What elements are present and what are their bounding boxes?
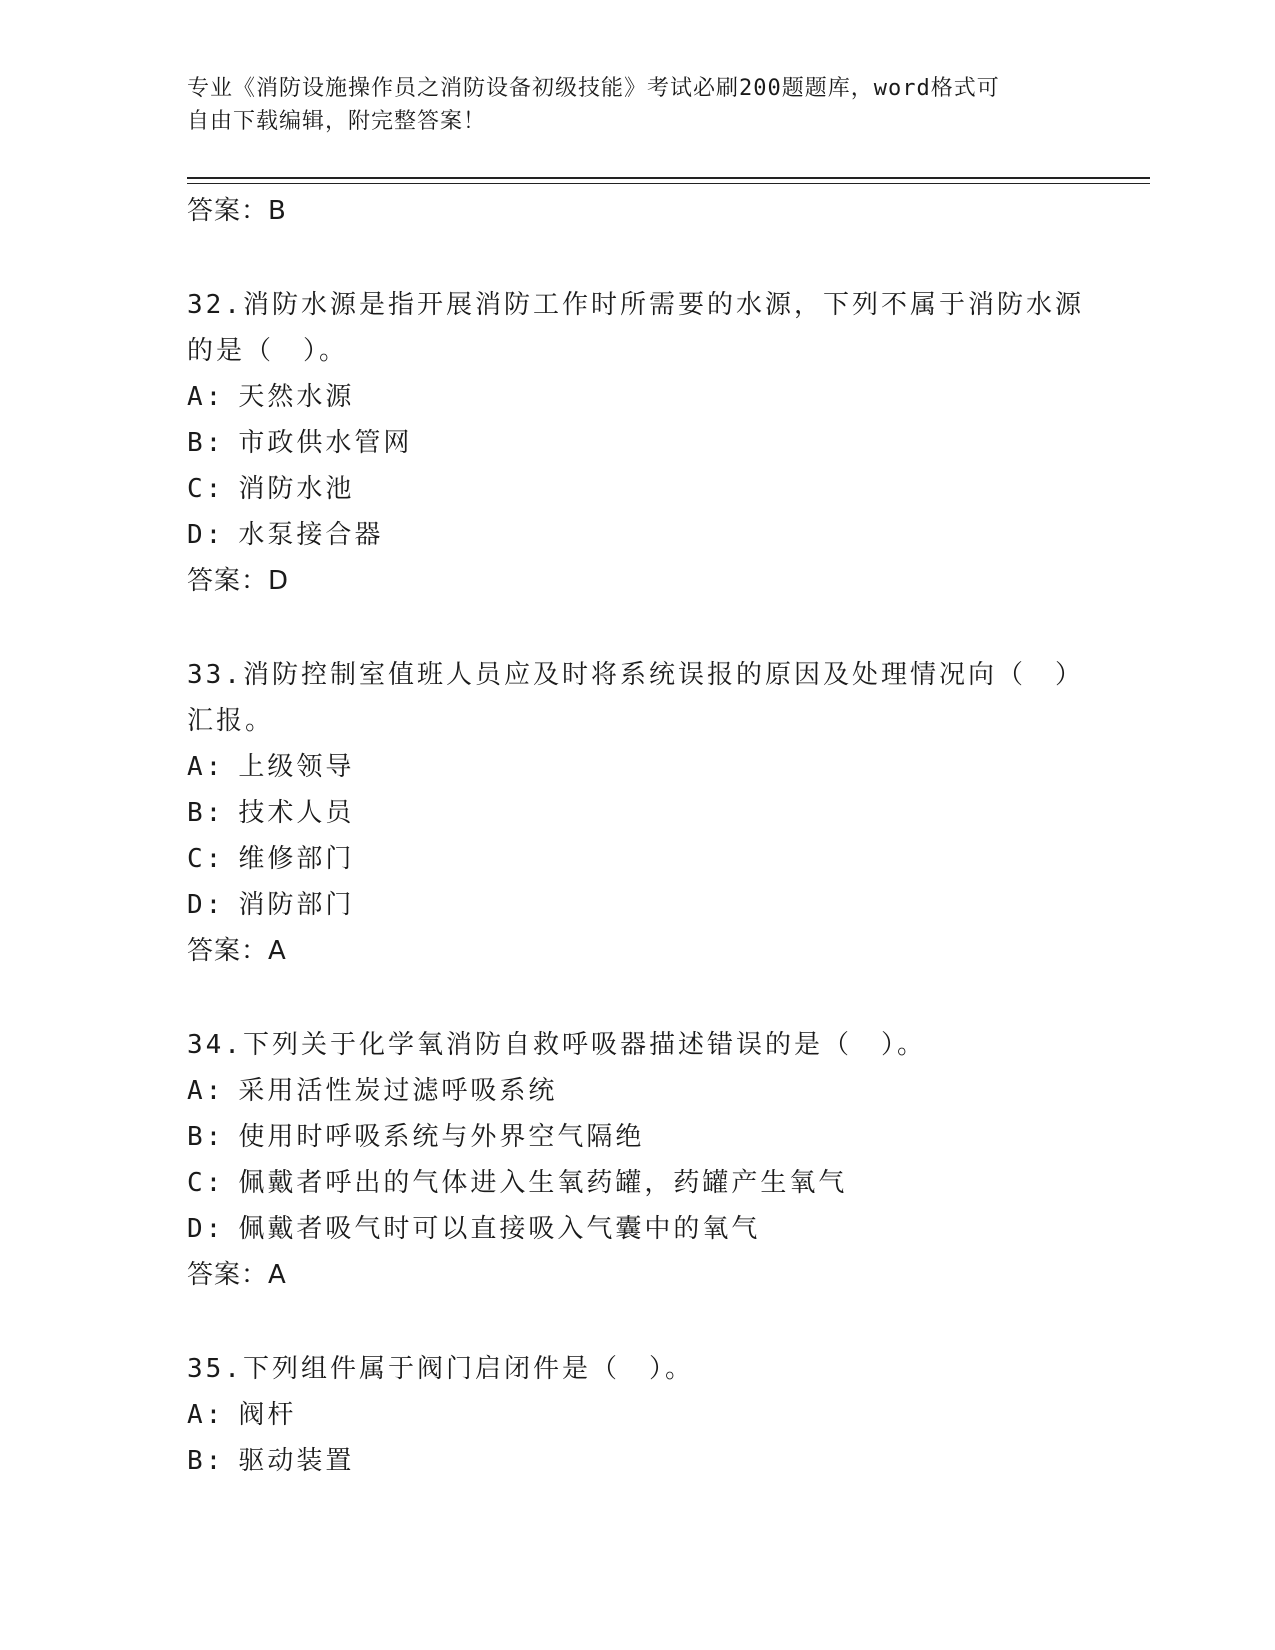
question-stem-line: 的是（ ）。: [187, 336, 349, 366]
option-letter: B:: [187, 428, 225, 458]
option-letter: D:: [187, 520, 225, 550]
option-text: 佩戴者吸气时可以直接吸入气囊中的氧气: [238, 1214, 761, 1244]
option-letter: B:: [187, 798, 225, 828]
option-text: 消防部门: [238, 890, 355, 920]
question-32: [187, 282, 1087, 604]
option-letter: C:: [187, 1168, 225, 1198]
answer-line: 答案：A: [187, 936, 287, 966]
header-line-2: 自由下载编辑，附完整答案！: [187, 109, 487, 134]
option-text: 维修部门: [238, 844, 355, 874]
question-stem-line: 35.下列组件属于阀门启闭件是（ ）。: [187, 1354, 694, 1384]
option-c: [187, 1160, 1087, 1206]
option-d: [187, 512, 1087, 558]
question-stem-line: 34.下列关于化学氧消防自救呼吸器描述错误的是（ ）。: [187, 1030, 926, 1060]
header-divider-thick: [187, 177, 1150, 179]
option-b: [187, 790, 1087, 836]
option-b: [187, 420, 1087, 466]
option-text: 水泵接合器: [238, 520, 384, 550]
question-stem-line: 33.消防控制室值班人员应及时将系统误报的原因及处理情况向（ ）: [187, 660, 1084, 690]
question-stem-line: 汇报。: [187, 706, 275, 736]
option-text: 驱动装置: [238, 1446, 355, 1476]
option-text: 天然水源: [238, 382, 355, 412]
question-34: [187, 1022, 1087, 1298]
answer-line: 答案：A: [187, 1260, 287, 1290]
option-c: [187, 836, 1087, 882]
option-text: 上级领导: [238, 752, 355, 782]
option-a: [187, 374, 1087, 420]
option-text: 使用时呼吸系统与外界空气隔绝: [238, 1122, 645, 1152]
option-text: 佩戴者呼出的气体进入生氧药罐，药罐产生氧气: [238, 1168, 848, 1198]
option-text: 技术人员: [238, 798, 355, 828]
option-letter: A:: [187, 1400, 225, 1430]
option-a: [187, 1392, 1087, 1438]
answer-line: 答案：B: [187, 196, 287, 226]
option-a: [187, 1068, 1087, 1114]
option-letter: D:: [187, 890, 225, 920]
option-text: 采用活性炭过滤呼吸系统: [238, 1076, 558, 1106]
option-letter: C:: [187, 844, 225, 874]
option-letter: A:: [187, 752, 225, 782]
option-letter: A:: [187, 382, 225, 412]
option-letter: B:: [187, 1446, 225, 1476]
option-d: [187, 882, 1087, 928]
option-d: [187, 1206, 1087, 1252]
question-stem-line: 32.消防水源是指开展消防工作时所需要的水源，下列不属于消防水源: [187, 290, 1084, 320]
document-header: [187, 72, 1067, 138]
header-line-1: 专业《消防设施操作员之消防设备初级技能》考试必刷200题题库，word格式可: [187, 76, 1000, 101]
option-a: [187, 744, 1087, 790]
question-35: [187, 1346, 1087, 1484]
option-b: [187, 1114, 1087, 1160]
question-33: [187, 652, 1087, 974]
option-letter: D:: [187, 1214, 225, 1244]
option-c: [187, 466, 1087, 512]
option-letter: B:: [187, 1122, 225, 1152]
option-letter: C:: [187, 474, 225, 504]
option-text: 阀杆: [238, 1400, 297, 1430]
question-list: [187, 185, 1087, 1484]
option-b: [187, 1438, 1087, 1484]
answer-line: 答案：D: [187, 566, 290, 596]
option-text: 市政供水管网: [238, 428, 413, 458]
option-letter: A:: [187, 1076, 225, 1106]
header-divider-thin: [187, 183, 1150, 184]
option-text: 消防水池: [238, 474, 355, 504]
